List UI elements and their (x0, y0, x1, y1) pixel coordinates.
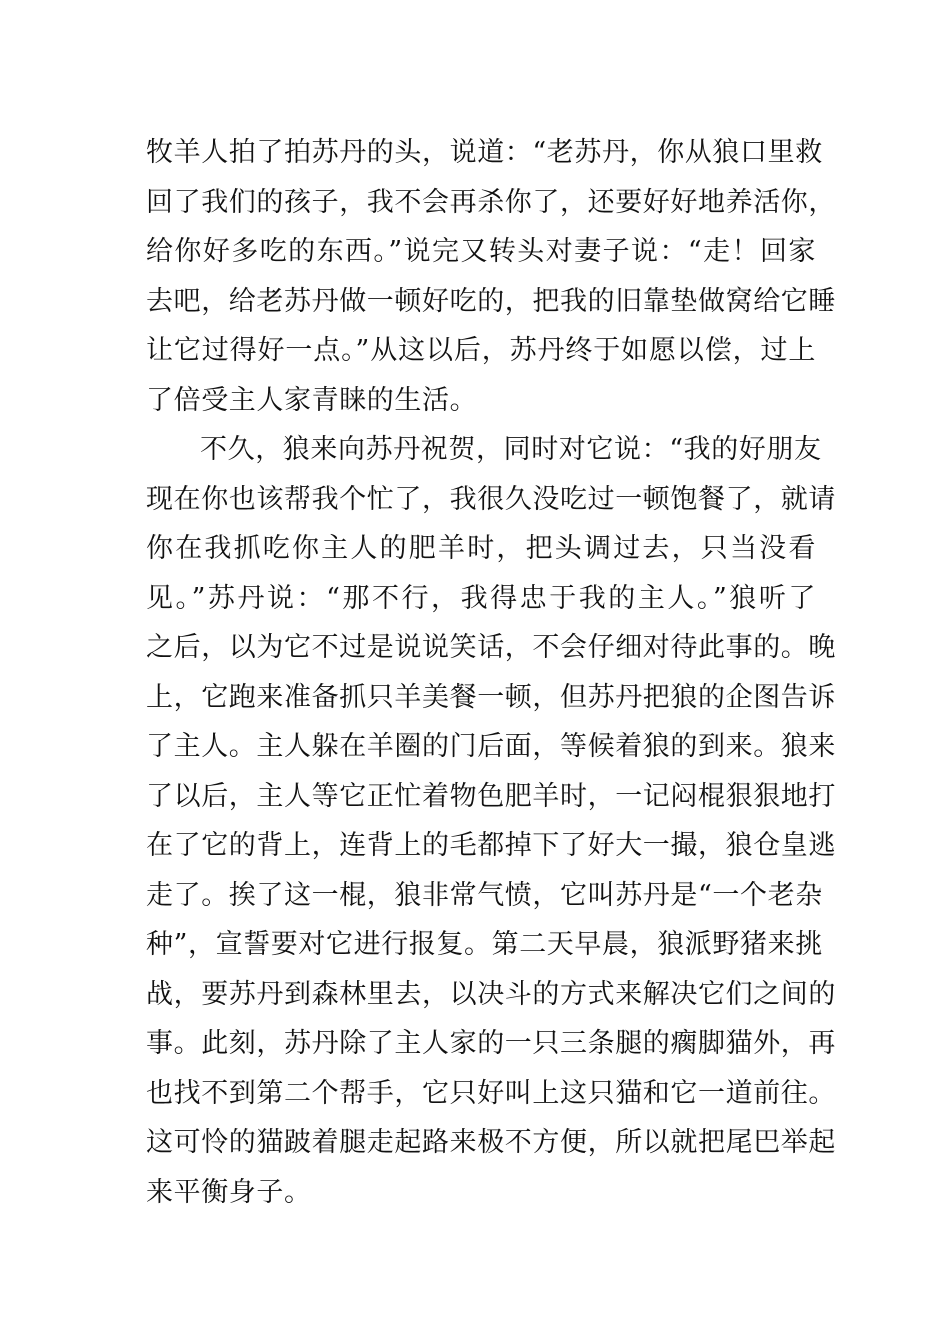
paragraph-2-line-11: 种”，宣誓要对它进行报复。第二天早晨，狼派野猪来挑 (146, 929, 823, 960)
paragraph-1-line-5: 让它过得好一点。”从这以后，苏丹终于如愿以偿，过上 (146, 335, 816, 366)
paragraph-2-line-12: 战，要苏丹到森林里去，以决斗的方式来解决它们之间的 (146, 978, 836, 1010)
paragraph-2-line-16: 来平衡身子。 (146, 1176, 312, 1208)
paragraph-2-line-2: 现在你也该帮我个忙了，我很久没吃过一顿饱餐了，就请 (146, 483, 836, 515)
paragraph-1-line-3: 给你好多吃的东西。”说完又转头对妻子说：“走！回家 (146, 236, 816, 267)
document-body (146, 128, 836, 1217)
paragraph-2-line-6: 上，它跑来准备抓只羊美餐一顿，但苏丹把狼的企图告诉 (146, 681, 836, 713)
paragraph-2-line-8: 了以后，主人等它正忙着物色肥羊时，一记闷棍狠狠地打 (146, 780, 836, 812)
paragraph-2-line-13: 事。此刻，苏丹除了主人家的一只三条腿的瘸脚猫外，再 (146, 1028, 836, 1059)
paragraph-2-line-15: 这可怜的猫跛着腿走起路来极不方便，所以就把尾巴举起 (146, 1127, 836, 1158)
paragraph-2-line-7: 了主人。主人躲在羊圈的门后面，等候着狼的到来。狼来 (146, 731, 836, 762)
paragraph-2-line-10: 走了。挨了这一棍，狼非常气愤，它叫苏丹是“一个老杂 (146, 879, 823, 911)
paragraph-1-line-1: 牧羊人拍了拍苏丹的头，说道：“老苏丹，你从狼口里救 (146, 137, 823, 168)
paragraph-2-line-9: 在了它的背上，连背上的毛都掉下了好大一撮，狼仓皇逃 (146, 830, 836, 861)
paragraph-2-line-5: 之后，以为它不过是说说笑话，不会仔细对待此事的。晚 (146, 632, 836, 663)
paragraph-2-line-3: 你在我抓吃你主人的肥羊时，把头调过去，只当没看 (146, 533, 816, 564)
paragraph-1-line-2: 回了我们的孩子，我不会再杀你了，还要好好地养活你， (146, 186, 836, 218)
paragraph-2-line-1: 不久，狼来向苏丹祝贺，同时对它说：“我的好朋友 (200, 434, 822, 465)
paragraph-2-line-4: 见。”苏丹说：“那不行，我得忠于我的主人。”狼听了 (146, 582, 816, 614)
paragraph-1-line-4: 去吧，给老苏丹做一顿好吃的，把我的旧靠垫做窝给它睡 (146, 285, 836, 317)
paragraph-2-line-14: 也找不到第二个帮手，它只好叫上这只猫和它一道前往。 (146, 1077, 836, 1109)
paragraph-1-line-6: 了倍受主人家青睐的生活。 (146, 384, 478, 416)
